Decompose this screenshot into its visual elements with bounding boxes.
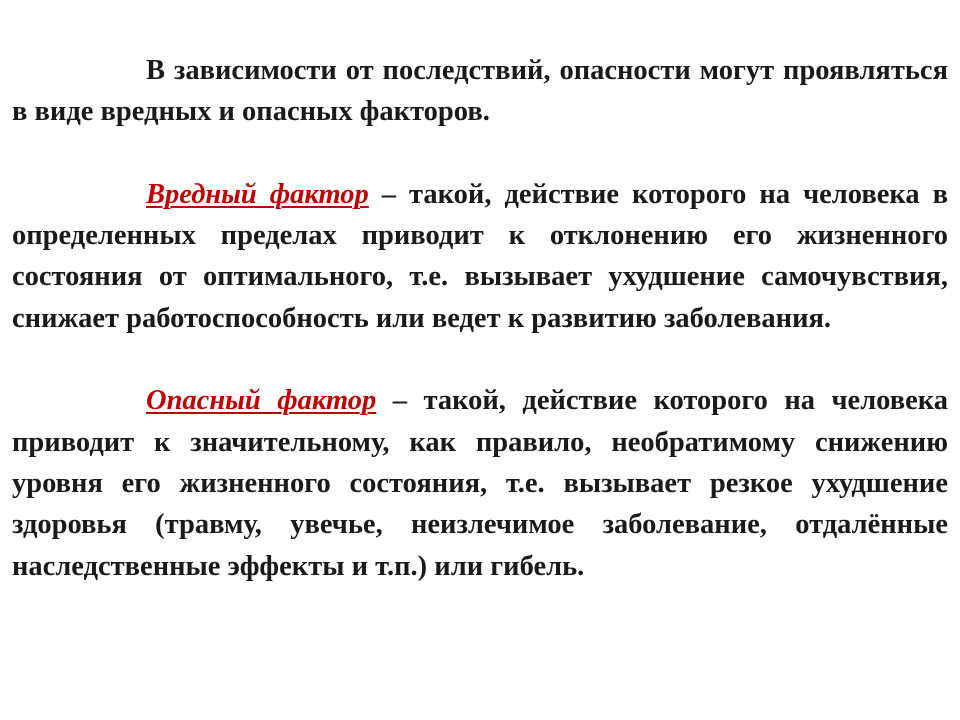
slide-content <box>12 50 948 587</box>
dangerous-factor-paragraph <box>12 380 948 586</box>
harmful-factor-term: Вредный фактор <box>146 178 369 210</box>
harmful-factor-definition: – такой, действие которого на человека в определенных пределах приводит к отклонению его жизненного состояния от оптимального, т.е. вызывает ухудшение самочувствия, снижает работоспособность или ведет к развитию заболевания. <box>12 178 948 334</box>
dangerous-factor-term: Опасный фактор <box>146 385 377 417</box>
dangerous-factor-definition: – такой, действие которого на человека приводит к значительному, как правило, необратимому снижению уровня его жизненного состояния, т.е. вызывает резкое ухудшение здоровья (травму, увечье, неизлечимое заболевание, отдалённые наследственные эффекты и т.п.) или гибель. <box>12 385 949 582</box>
harmful-factor-paragraph <box>12 174 948 339</box>
intro-text: В зависимости от последствий, опасности могут проявляться в виде вредных и опасных факторов. <box>12 55 948 128</box>
intro-paragraph <box>12 50 948 133</box>
